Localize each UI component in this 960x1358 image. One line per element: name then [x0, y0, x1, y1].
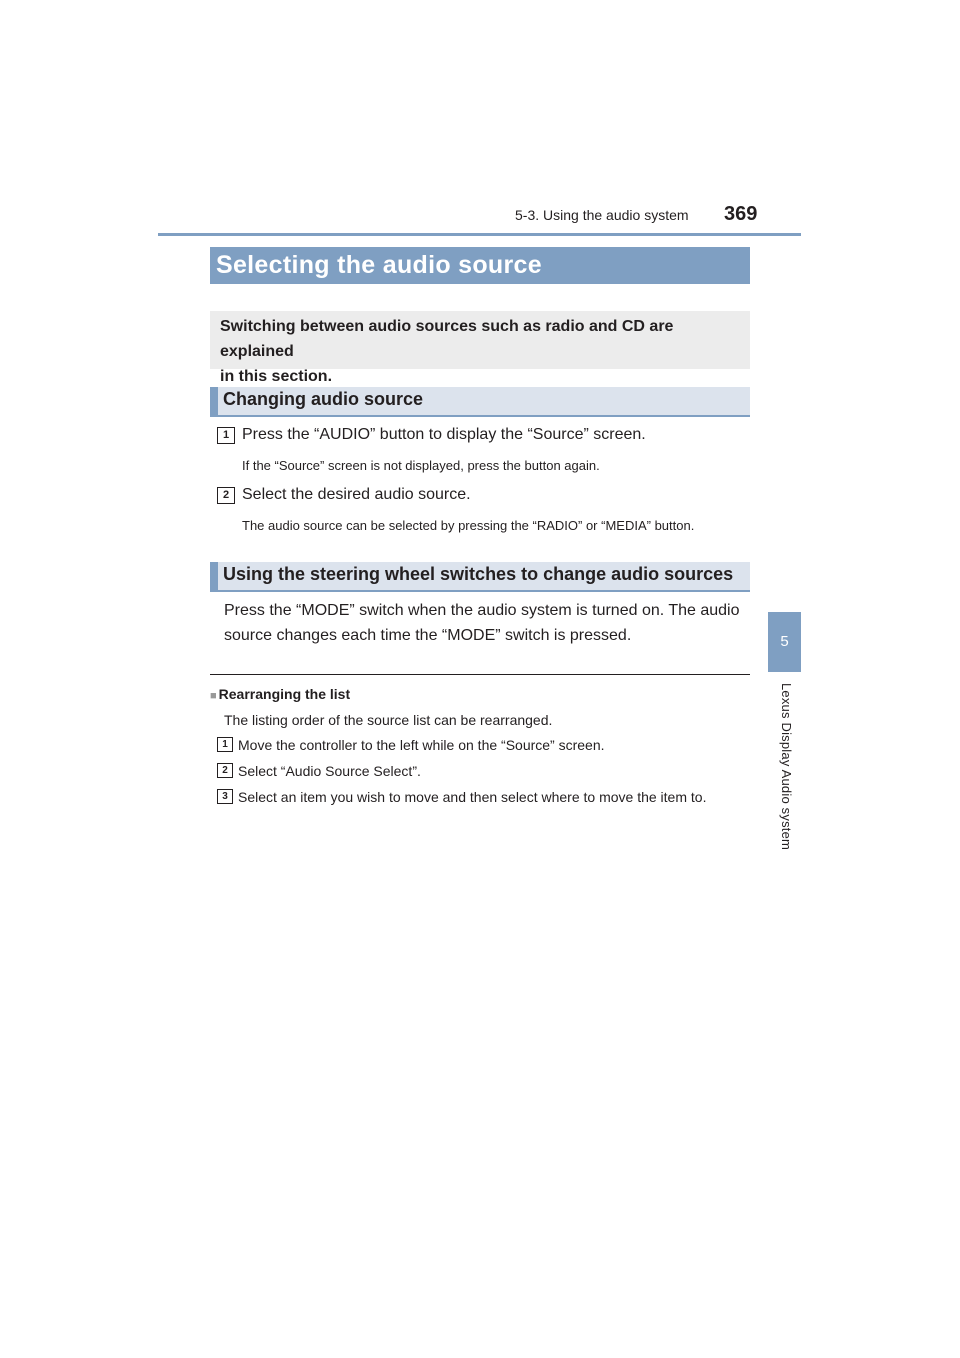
section-heading-changing: [210, 387, 750, 417]
steering-line-1: Press the “MODE” switch when the audio system is turned on. The audio: [224, 602, 740, 619]
step-number-2: 2: [217, 487, 235, 504]
chapter-tab-label: Lexus Display Audio system: [779, 683, 794, 851]
heading-accent: [210, 387, 218, 415]
intro-line-2: in this section.: [220, 368, 333, 385]
page-title: Selecting the audio source: [210, 247, 750, 284]
page-number: 369: [724, 203, 758, 225]
step-2-note: The audio source can be selected by pressing the “RADIO” or “MEDIA” button.: [242, 518, 695, 533]
note-step-2-text: Select “Audio Source Select”.: [238, 763, 421, 779]
heading-accent: [210, 562, 218, 590]
step-1-text: Press the “AUDIO” button to display the “Source” screen.: [242, 426, 646, 443]
running-header-section: 5-3. Using the audio system: [515, 207, 689, 223]
section-heading-steering-text: Using the steering wheel switches to change audio sources: [223, 564, 734, 584]
note-heading: [210, 686, 350, 702]
note-step-number-3: 3: [217, 789, 233, 804]
intro-box: [210, 311, 750, 385]
header-divider: [158, 233, 801, 236]
square-bullet-icon: ■: [210, 690, 217, 702]
steering-line-2: source changes each time the “MODE” switch is pressed.: [224, 627, 632, 644]
step-1-note: If the “Source” screen is not displayed, press the button again.: [242, 458, 600, 473]
chapter-tab: 5: [768, 612, 801, 672]
note-intro: The listing order of the source list can be rearranged.: [224, 712, 553, 728]
intro-line-1: Switching between audio sources such as radio and CD are explained: [220, 318, 674, 360]
steering-paragraph: [224, 598, 754, 648]
note-heading-text: Rearranging the list: [218, 686, 351, 702]
step-2-text: Select the desired audio source.: [242, 486, 471, 503]
note-step-number-1: 1: [217, 737, 233, 752]
note-step-number-2: 2: [217, 763, 233, 778]
note-step-1-text: Move the controller to the left while on the “Source” screen.: [238, 737, 605, 753]
section-divider: [210, 674, 750, 675]
step-number-1: 1: [217, 427, 235, 444]
section-heading-changing-text: Changing audio source: [223, 389, 424, 409]
section-heading-steering: [210, 562, 750, 592]
note-step-3-text: Select an item you wish to move and then select where to move the item to.: [238, 789, 707, 805]
